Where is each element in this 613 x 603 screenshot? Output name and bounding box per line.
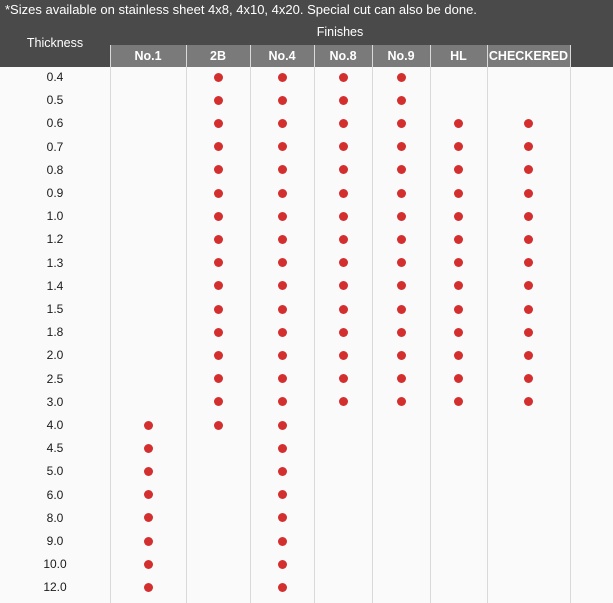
- availability-dot: [524, 351, 533, 360]
- availability-dot: [454, 374, 463, 383]
- thickness-label: 0.9: [46, 186, 64, 200]
- availability-dot: [144, 560, 153, 569]
- availability-dot: [278, 258, 287, 267]
- availability-dot: [339, 73, 348, 82]
- availability-dot: [397, 351, 406, 360]
- availability-dot: [339, 142, 348, 151]
- availability-dot: [397, 374, 406, 383]
- availability-dot: [454, 281, 463, 290]
- sizes-note: *Sizes available on stainless sheet 4x8, 4x10, 4x20. Special cut can also be done.: [5, 2, 477, 17]
- availability-dot: [339, 328, 348, 337]
- availability-dot: [524, 212, 533, 221]
- availability-dot: [278, 583, 287, 592]
- availability-dot: [214, 73, 223, 82]
- availability-dot: [214, 281, 223, 290]
- thickness-label: 0.4: [46, 70, 64, 84]
- availability-dot: [214, 421, 223, 430]
- availability-dot: [278, 374, 287, 383]
- availability-dot: [278, 165, 287, 174]
- availability-dot: [397, 73, 406, 82]
- availability-dot: [524, 305, 533, 314]
- finish-header-no-8: No.8: [329, 49, 357, 63]
- availability-dot: [339, 374, 348, 383]
- thickness-label: 10.0: [43, 557, 67, 572]
- availability-dot: [278, 513, 287, 522]
- availability-dot: [278, 73, 287, 82]
- thickness-label: 8.0: [46, 510, 64, 525]
- availability-dot: [524, 189, 533, 198]
- column-divider: [372, 45, 373, 603]
- availability-dot: [278, 351, 287, 360]
- availability-dot: [454, 142, 463, 151]
- availability-dot: [454, 189, 463, 198]
- availability-dot: [339, 165, 348, 174]
- availability-dot: [214, 351, 223, 360]
- column-divider: [487, 45, 488, 603]
- finish-header-hl: HL: [450, 49, 467, 63]
- availability-dot: [397, 165, 406, 174]
- thickness-label: 2.0: [46, 348, 64, 363]
- availability-dot: [278, 212, 287, 221]
- availability-dot: [278, 305, 287, 314]
- availability-dot: [524, 374, 533, 383]
- availability-dot: [454, 351, 463, 360]
- availability-dot: [278, 281, 287, 290]
- availability-dot: [397, 305, 406, 314]
- availability-dot: [397, 397, 406, 406]
- finish-header-no-4: No.4: [268, 49, 296, 63]
- column-divider: [570, 45, 571, 603]
- availability-dot: [454, 305, 463, 314]
- availability-dot: [339, 96, 348, 105]
- availability-dot: [278, 328, 287, 337]
- column-divider: [186, 45, 187, 603]
- availability-dot: [214, 96, 223, 105]
- column-divider: [110, 45, 111, 603]
- availability-dot: [339, 397, 348, 406]
- availability-dot: [278, 467, 287, 476]
- thickness-label: 1.8: [46, 325, 64, 340]
- availability-dot: [397, 328, 406, 337]
- availability-dot: [214, 328, 223, 337]
- thickness-label: 1.0: [46, 209, 64, 224]
- availability-dot: [454, 165, 463, 174]
- availability-dot: [397, 96, 406, 105]
- availability-dot: [397, 212, 406, 221]
- thickness-label: 3.0: [46, 394, 64, 409]
- availability-dot: [278, 189, 287, 198]
- thickness-label: 0.7: [46, 139, 64, 154]
- availability-dot: [278, 397, 287, 406]
- availability-dot: [144, 444, 153, 453]
- availability-dot: [214, 189, 223, 198]
- availability-dot: [278, 490, 287, 499]
- availability-dot: [278, 96, 287, 105]
- finish-header-checkered: CHECKERED: [488, 49, 569, 63]
- thickness-label: 1.2: [46, 232, 64, 247]
- availability-dot: [214, 258, 223, 267]
- availability-dot: [339, 119, 348, 128]
- availability-dot: [524, 281, 533, 290]
- availability-dot: [397, 119, 406, 128]
- availability-dot: [397, 142, 406, 151]
- availability-dot: [454, 397, 463, 406]
- availability-dot: [278, 444, 287, 453]
- thickness-label: 0.6: [46, 116, 64, 131]
- availability-dot: [278, 537, 287, 546]
- availability-dot: [454, 119, 463, 128]
- availability-dot: [278, 421, 287, 430]
- availability-dot: [278, 235, 287, 244]
- availability-dot: [214, 397, 223, 406]
- finish-header-no-9: No.9: [387, 49, 415, 63]
- finish-header-2b: 2B: [210, 49, 226, 63]
- availability-dot: [397, 281, 406, 290]
- availability-dot: [214, 165, 223, 174]
- availability-dot: [214, 119, 223, 128]
- thickness-label: 5.0: [46, 464, 64, 479]
- availability-dot: [144, 421, 153, 430]
- thickness-label: 12.0: [43, 580, 67, 595]
- availability-dot: [144, 467, 153, 476]
- availability-dot: [397, 189, 406, 198]
- availability-dot: [454, 258, 463, 267]
- availability-dot: [144, 537, 153, 546]
- availability-dot: [339, 281, 348, 290]
- availability-dot: [524, 235, 533, 244]
- availability-dot: [339, 189, 348, 198]
- availability-dot: [454, 328, 463, 337]
- finish-header-no-1: No.1: [134, 49, 162, 63]
- availability-dot: [214, 374, 223, 383]
- availability-dot: [524, 142, 533, 151]
- availability-dot: [339, 305, 348, 314]
- availability-dot: [339, 351, 348, 360]
- thickness-label: 9.0: [46, 534, 64, 548]
- thickness-label: 0.8: [46, 162, 64, 177]
- column-divider: [314, 45, 315, 603]
- thickness-label: 1.5: [46, 302, 64, 316]
- availability-dot: [524, 328, 533, 337]
- finishes-group-header: Finishes: [316, 25, 364, 39]
- availability-dot: [278, 142, 287, 151]
- availability-dot: [454, 235, 463, 244]
- availability-dot: [144, 513, 153, 522]
- availability-dot: [397, 235, 406, 244]
- thickness-label: 6.0: [46, 487, 64, 502]
- availability-dot: [214, 142, 223, 151]
- availability-dot: [454, 212, 463, 221]
- availability-dot: [524, 258, 533, 267]
- thickness-label: 2.5: [46, 371, 64, 386]
- column-divider: [430, 45, 431, 603]
- availability-dot: [214, 235, 223, 244]
- availability-dot: [214, 305, 223, 314]
- availability-dot: [339, 212, 348, 221]
- column-divider: [250, 45, 251, 603]
- thickness-label: 4.5: [46, 441, 64, 456]
- availability-dot: [339, 235, 348, 244]
- availability-dot: [278, 119, 287, 128]
- availability-dot: [524, 397, 533, 406]
- availability-dot: [339, 258, 348, 267]
- availability-dot: [214, 212, 223, 221]
- availability-dot: [144, 490, 153, 499]
- thickness-label: 0.5: [46, 93, 64, 108]
- thickness-column-header: Thickness: [26, 36, 84, 50]
- availability-dot: [397, 258, 406, 267]
- thickness-label: 1.3: [46, 255, 64, 270]
- thickness-label: 4.0: [46, 418, 64, 432]
- availability-dot: [524, 119, 533, 128]
- availability-dot: [524, 165, 533, 174]
- availability-dot: [278, 560, 287, 569]
- thickness-label: 1.4: [46, 278, 64, 293]
- availability-dot: [144, 583, 153, 592]
